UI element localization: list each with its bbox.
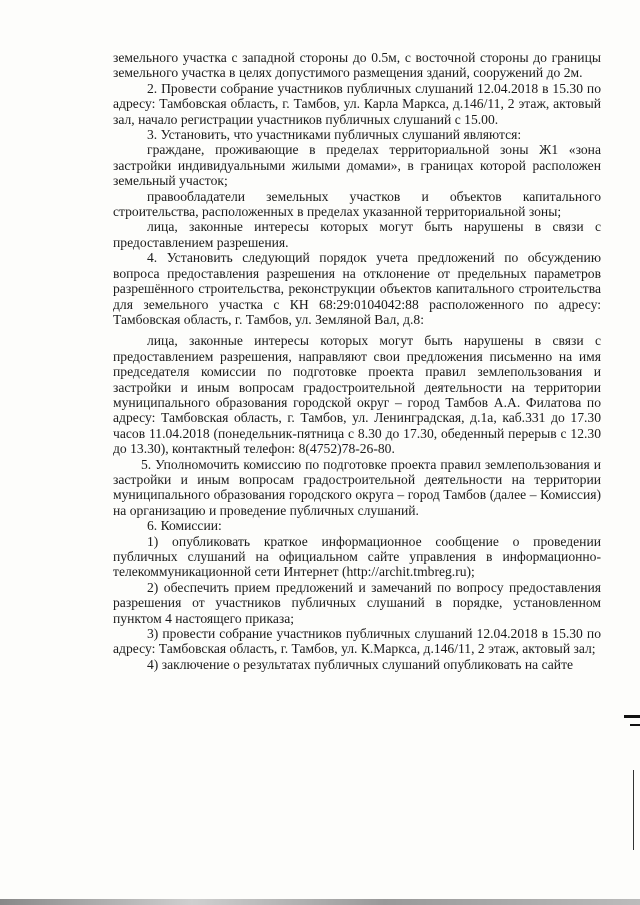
paragraph: 1) опубликовать краткое информационное сообщение о проведении публичных слушаний на официальном сайте управления в информационно-телекоммуникационной сети Интернет (http://archit.tmbreg.ru); <box>113 533 601 580</box>
paragraph: 5. Уполномочить комиссию по подготовке проекта правил землепользования и застройки и иным вопросам градостроительной деятельности на территории муниципального образования городского округа – город Тамбов (далее – Комиссия) на организацию и проведение публичных слушаний. <box>113 456 601 518</box>
scan-edge-mark <box>624 715 640 718</box>
paragraph: лица, законные интересы которых могут быть нарушены в связи с предоставлением разрешения, направляют свои предложения письменно на имя председателя комиссии по подготовке проекта правил землепользования и застройки и иным вопросам градостроительной деятельности на территории муниципального образования городской округ – город Тамбов А.А. Филатова по адресу: Тамбовская область, г. Тамбов, ул. Ленинградская, д.1а, каб.331 до 17.30 часов 11.04.2018 (понедельник-пятница с 8.30 до 17.30, обеденный перерыв с 12.30 до 13.30), контактный телефон: 8(4752)78-26-80. <box>113 333 601 457</box>
scan-edge-line <box>633 770 634 850</box>
paragraph: 3. Установить, что участниками публичных слушаний являются: <box>147 127 522 143</box>
paragraph: 2. Провести собрание участников публичных слушаний 12.04.2018 в 15.30 по адресу: Тамбовская область, г. Тамбов, ул. Карла Маркса, д.146/11, 2 этаж, актовый зал, начало регистрации участников публичных слушаний с 15.00. <box>113 80 601 127</box>
paragraph: правообладатели земельных участков и объектов капитального строительства, расположенных в пределах указанной территориальной зоны; <box>113 188 601 220</box>
paragraph: 4) заключение о результатах публичных слушаний опубликовать на сайте <box>147 656 574 672</box>
paragraph: 6. Комиссии: <box>147 518 222 534</box>
paragraph: земельного участка с западной стороны до 0.5м, с восточной стороны до границы земельного участка в целях допустимого размещения зданий, сооружений до 2м. <box>113 50 601 81</box>
paragraph: граждане, проживающие в пределах территориальной зоны Ж1 «зона застройки индивидуальными жилыми домами», в границах которой расположен земельный участок; <box>113 142 601 189</box>
paragraph: 4. Установить следующий порядок учета предложений по обсуждению вопроса предоставления разрешения на отклонение от предельных параметров разрешённого строительства, реконструкции объектов капитального строительства для земельного участка с КН 68:29:0104042:88 расположенного по адресу: Тамбовская область, г. Тамбов, ул. Земляной Вал, д.8: <box>113 250 601 327</box>
paragraph: 3) провести собрание участников публичных слушаний 12.04.2018 в 15.30 по адресу: Тамбовская область, г. Тамбов, ул. К.Маркса, д.146/11, 2 этаж, актовый зал; <box>113 626 601 657</box>
scan-edge-mark <box>630 724 640 726</box>
paragraph: 2) обеспечить прием предложений и замечаний по вопросу предоставления разрешения от участников публичных слушаний в порядке, установленном пунктом 4 настоящего приказа; <box>113 579 601 626</box>
paragraph: лица, законные интересы которых могут быть нарушены в связи с предоставлением разрешения. <box>113 219 601 250</box>
document-body <box>113 50 601 672</box>
scan-bottom-edge <box>0 899 640 905</box>
